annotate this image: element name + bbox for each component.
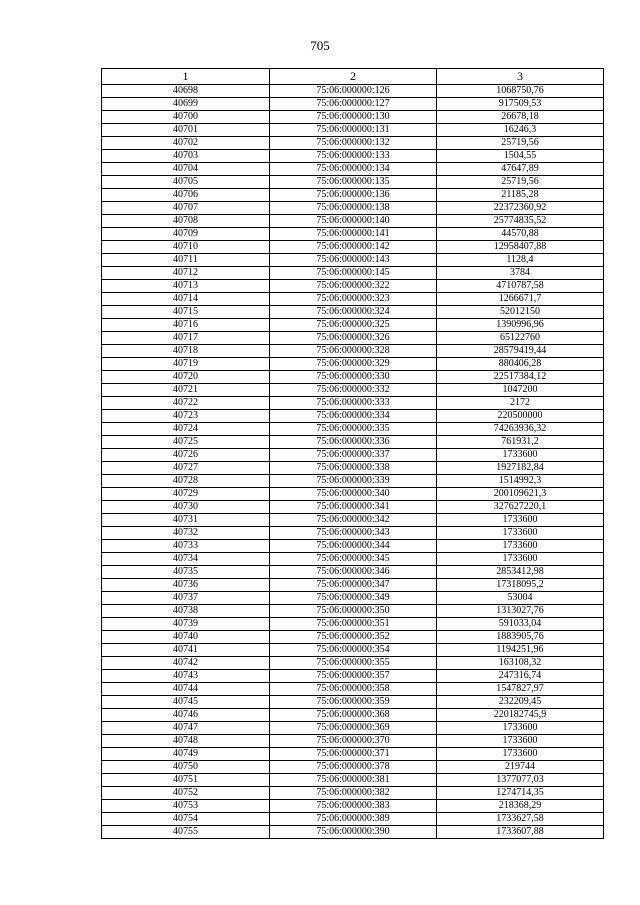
row-number-cell: 40717: [102, 332, 270, 345]
row-number-cell: 40743: [102, 670, 270, 683]
value-cell: 25719,56: [437, 137, 604, 150]
value-cell: 1377077,03: [437, 774, 604, 787]
table-row: [102, 722, 604, 735]
row-number-cell: 40736: [102, 579, 270, 592]
table-row: [102, 228, 604, 241]
cadastral-number-cell: 75:06:000000:130: [270, 111, 437, 124]
cadastral-number-cell: 75:06:000000:138: [270, 202, 437, 215]
table-row: [102, 514, 604, 527]
cadastral-number-cell: 75:06:000000:355: [270, 657, 437, 670]
row-number-cell: 40737: [102, 592, 270, 605]
row-number-cell: 40701: [102, 124, 270, 137]
table-row: [102, 501, 604, 514]
cadastral-number-cell: 75:06:000000:335: [270, 423, 437, 436]
table-row: [102, 384, 604, 397]
table-row: [102, 176, 604, 189]
table-row: [102, 241, 604, 254]
cadastral-number-cell: 75:06:000000:358: [270, 683, 437, 696]
cadastral-number-cell: 75:06:000000:333: [270, 397, 437, 410]
value-cell: 53004: [437, 592, 604, 605]
row-number-cell: 40698: [102, 85, 270, 98]
cadastral-number-cell: 75:06:000000:381: [270, 774, 437, 787]
table-row: [102, 410, 604, 423]
cadastral-number-cell: 75:06:000000:329: [270, 358, 437, 371]
value-cell: 880406,28: [437, 358, 604, 371]
row-number-cell: 40719: [102, 358, 270, 371]
row-number-cell: 40739: [102, 618, 270, 631]
value-cell: 1047200: [437, 384, 604, 397]
value-cell: 1733600: [437, 540, 604, 553]
cadastral-number-cell: 75:06:000000:340: [270, 488, 437, 501]
table-row: [102, 787, 604, 800]
value-cell: 200109621,3: [437, 488, 604, 501]
table-row: [102, 696, 604, 709]
value-cell: 2172: [437, 397, 604, 410]
value-cell: 219744: [437, 761, 604, 774]
value-cell: 220182745,9: [437, 709, 604, 722]
table-row: [102, 254, 604, 267]
cadastral-number-cell: 75:06:000000:322: [270, 280, 437, 293]
cadastral-number-cell: 75:06:000000:330: [270, 371, 437, 384]
cadastral-number-cell: 75:06:000000:349: [270, 592, 437, 605]
table-row: [102, 592, 604, 605]
value-cell: 65122760: [437, 332, 604, 345]
table-row: [102, 267, 604, 280]
cadastral-number-cell: 75:06:000000:370: [270, 735, 437, 748]
value-cell: 218368,29: [437, 800, 604, 813]
table-row: [102, 332, 604, 345]
row-number-cell: 40749: [102, 748, 270, 761]
table-row: [102, 423, 604, 436]
table-row: [102, 709, 604, 722]
row-number-cell: 40708: [102, 215, 270, 228]
value-cell: 25774835,52: [437, 215, 604, 228]
cadastral-number-cell: 75:06:000000:383: [270, 800, 437, 813]
value-cell: 47647,89: [437, 163, 604, 176]
cadastral-number-cell: 75:06:000000:332: [270, 384, 437, 397]
value-cell: 1514992,3: [437, 475, 604, 488]
value-cell: 1128,4: [437, 254, 604, 267]
cadastral-number-cell: 75:06:000000:357: [270, 670, 437, 683]
row-number-cell: 40724: [102, 423, 270, 436]
row-number-cell: 40711: [102, 254, 270, 267]
value-cell: 1733600: [437, 553, 604, 566]
row-number-cell: 40702: [102, 137, 270, 150]
row-number-cell: 40751: [102, 774, 270, 787]
table-row: [102, 527, 604, 540]
row-number-cell: 40754: [102, 813, 270, 826]
value-cell: 28579419,44: [437, 345, 604, 358]
table-row: [102, 631, 604, 644]
value-cell: 1194251,96: [437, 644, 604, 657]
table-row: [102, 774, 604, 787]
cadastral-number-cell: 75:06:000000:351: [270, 618, 437, 631]
row-number-cell: 40753: [102, 800, 270, 813]
table-row: [102, 579, 604, 592]
value-cell: 26678,18: [437, 111, 604, 124]
cadastral-number-cell: 75:06:000000:354: [270, 644, 437, 657]
value-cell: 1733600: [437, 722, 604, 735]
row-number-cell: 40703: [102, 150, 270, 163]
table-header-row: [102, 69, 604, 85]
row-number-cell: 40747: [102, 722, 270, 735]
value-cell: 1504,55: [437, 150, 604, 163]
value-cell: 12958407,88: [437, 241, 604, 254]
value-cell: 2853412,98: [437, 566, 604, 579]
cadastral-number-cell: 75:06:000000:134: [270, 163, 437, 176]
table-row: [102, 826, 604, 839]
row-number-cell: 40727: [102, 462, 270, 475]
table-row: [102, 657, 604, 670]
row-number-cell: 40707: [102, 202, 270, 215]
cadastral-number-cell: 75:06:000000:142: [270, 241, 437, 254]
cadastral-number-cell: 75:06:000000:390: [270, 826, 437, 839]
value-cell: 44570,88: [437, 228, 604, 241]
row-number-cell: 40722: [102, 397, 270, 410]
cadastral-number-cell: 75:06:000000:359: [270, 696, 437, 709]
value-cell: 1733600: [437, 514, 604, 527]
row-number-cell: 40738: [102, 605, 270, 618]
cadastral-number-cell: 75:06:000000:336: [270, 436, 437, 449]
cadastral-number-cell: 75:06:000000:369: [270, 722, 437, 735]
row-number-cell: 40713: [102, 280, 270, 293]
table-row: [102, 553, 604, 566]
table-row: [102, 618, 604, 631]
row-number-cell: 40740: [102, 631, 270, 644]
cadastral-number-cell: 75:06:000000:145: [270, 267, 437, 280]
value-cell: 1733627,58: [437, 813, 604, 826]
table-row: [102, 475, 604, 488]
value-cell: 220500000: [437, 410, 604, 423]
table-row: [102, 358, 604, 371]
table-row: [102, 124, 604, 137]
table-row: [102, 345, 604, 358]
row-number-cell: 40716: [102, 319, 270, 332]
value-cell: 247316,74: [437, 670, 604, 683]
table-row: [102, 306, 604, 319]
value-cell: 21185,28: [437, 189, 604, 202]
table-row: [102, 111, 604, 124]
row-number-cell: 40729: [102, 488, 270, 501]
cadastral-number-cell: 75:06:000000:339: [270, 475, 437, 488]
row-number-cell: 40718: [102, 345, 270, 358]
row-number-cell: 40750: [102, 761, 270, 774]
row-number-cell: 40700: [102, 111, 270, 124]
cadastral-number-cell: 75:06:000000:337: [270, 449, 437, 462]
value-cell: 3784: [437, 267, 604, 280]
column-header-3: 3: [437, 69, 604, 85]
row-number-cell: 40746: [102, 709, 270, 722]
cadastral-number-cell: 75:06:000000:328: [270, 345, 437, 358]
table-row: [102, 215, 604, 228]
value-cell: 1733600: [437, 735, 604, 748]
value-cell: 917509,53: [437, 98, 604, 111]
row-number-cell: 40730: [102, 501, 270, 514]
cadastral-number-cell: 75:06:000000:323: [270, 293, 437, 306]
value-cell: 1733600: [437, 449, 604, 462]
row-number-cell: 40731: [102, 514, 270, 527]
table-row: [102, 605, 604, 618]
cadastral-number-cell: 75:06:000000:342: [270, 514, 437, 527]
cadastral-number-cell: 75:06:000000:382: [270, 787, 437, 800]
cadastral-number-cell: 75:06:000000:378: [270, 761, 437, 774]
data-table: [101, 68, 604, 839]
row-number-cell: 40728: [102, 475, 270, 488]
value-cell: 761931,2: [437, 436, 604, 449]
table-row: [102, 449, 604, 462]
value-cell: 327627220,1: [437, 501, 604, 514]
value-cell: 1883905,76: [437, 631, 604, 644]
row-number-cell: 40742: [102, 657, 270, 670]
row-number-cell: 40752: [102, 787, 270, 800]
value-cell: 74263936,32: [437, 423, 604, 436]
table-row: [102, 462, 604, 475]
table-row: [102, 566, 604, 579]
value-cell: 1733607,88: [437, 826, 604, 839]
value-cell: 4710787,58: [437, 280, 604, 293]
row-number-cell: 40714: [102, 293, 270, 306]
cadastral-number-cell: 75:06:000000:371: [270, 748, 437, 761]
value-cell: 22517384,12: [437, 371, 604, 384]
cadastral-number-cell: 75:06:000000:132: [270, 137, 437, 150]
table-row: [102, 319, 604, 332]
table-row: [102, 488, 604, 501]
cadastral-number-cell: 75:06:000000:126: [270, 85, 437, 98]
table-row: [102, 150, 604, 163]
row-number-cell: 40720: [102, 371, 270, 384]
table-body: [102, 85, 604, 839]
table-row: [102, 202, 604, 215]
table-row: [102, 748, 604, 761]
row-number-cell: 40745: [102, 696, 270, 709]
column-header-2: 2: [270, 69, 437, 85]
table-row: [102, 800, 604, 813]
value-cell: 163108,32: [437, 657, 604, 670]
value-cell: 17318095,2: [437, 579, 604, 592]
page-number: 705: [310, 38, 330, 53]
row-number-cell: 40699: [102, 98, 270, 111]
row-number-cell: 40732: [102, 527, 270, 540]
value-cell: 1733600: [437, 527, 604, 540]
value-cell: 16246,3: [437, 124, 604, 137]
column-header-1: 1: [102, 69, 270, 85]
cadastral-number-cell: 75:06:000000:343: [270, 527, 437, 540]
value-cell: 22372360,92: [437, 202, 604, 215]
value-cell: 591033,04: [437, 618, 604, 631]
cadastral-number-cell: 75:06:000000:344: [270, 540, 437, 553]
cadastral-number-cell: 75:06:000000:352: [270, 631, 437, 644]
row-number-cell: 40748: [102, 735, 270, 748]
row-number-cell: 40741: [102, 644, 270, 657]
value-cell: 25719,56: [437, 176, 604, 189]
row-number-cell: 40710: [102, 241, 270, 254]
row-number-cell: 40725: [102, 436, 270, 449]
table-row: [102, 137, 604, 150]
row-number-cell: 40712: [102, 267, 270, 280]
table-row: [102, 644, 604, 657]
table-row: [102, 98, 604, 111]
cadastral-number-cell: 75:06:000000:326: [270, 332, 437, 345]
table-row: [102, 540, 604, 553]
cadastral-number-cell: 75:06:000000:133: [270, 150, 437, 163]
cadastral-number-cell: 75:06:000000:135: [270, 176, 437, 189]
value-cell: 1068750,76: [437, 85, 604, 98]
value-cell: 1274714,35: [437, 787, 604, 800]
table-row: [102, 397, 604, 410]
cadastral-number-cell: 75:06:000000:347: [270, 579, 437, 592]
value-cell: 1390996,96: [437, 319, 604, 332]
cadastral-number-cell: 75:06:000000:368: [270, 709, 437, 722]
table-row: [102, 163, 604, 176]
value-cell: 1547827,97: [437, 683, 604, 696]
cadastral-number-cell: 75:06:000000:324: [270, 306, 437, 319]
row-number-cell: 40723: [102, 410, 270, 423]
value-cell: 1927182,84: [437, 462, 604, 475]
row-number-cell: 40755: [102, 826, 270, 839]
value-cell: 232209,45: [437, 696, 604, 709]
value-cell: 52012150: [437, 306, 604, 319]
row-number-cell: 40704: [102, 163, 270, 176]
cadastral-number-cell: 75:06:000000:350: [270, 605, 437, 618]
table-row: [102, 85, 604, 98]
cadastral-number-cell: 75:06:000000:389: [270, 813, 437, 826]
cadastral-number-cell: 75:06:000000:325: [270, 319, 437, 332]
cadastral-number-cell: 75:06:000000:143: [270, 254, 437, 267]
cadastral-number-cell: 75:06:000000:141: [270, 228, 437, 241]
value-cell: 1266671,7: [437, 293, 604, 306]
row-number-cell: 40706: [102, 189, 270, 202]
row-number-cell: 40715: [102, 306, 270, 319]
table-row: [102, 436, 604, 449]
row-number-cell: 40744: [102, 683, 270, 696]
table-row: [102, 293, 604, 306]
row-number-cell: 40733: [102, 540, 270, 553]
value-cell: 1733600: [437, 748, 604, 761]
row-number-cell: 40735: [102, 566, 270, 579]
table-row: [102, 670, 604, 683]
cadastral-number-cell: 75:06:000000:345: [270, 553, 437, 566]
row-number-cell: 40721: [102, 384, 270, 397]
cadastral-number-cell: 75:06:000000:127: [270, 98, 437, 111]
table-row: [102, 371, 604, 384]
table-row: [102, 761, 604, 774]
cadastral-number-cell: 75:06:000000:346: [270, 566, 437, 579]
row-number-cell: 40726: [102, 449, 270, 462]
cadastral-number-cell: 75:06:000000:338: [270, 462, 437, 475]
cadastral-number-cell: 75:06:000000:341: [270, 501, 437, 514]
cadastral-number-cell: 75:06:000000:136: [270, 189, 437, 202]
row-number-cell: 40734: [102, 553, 270, 566]
row-number-cell: 40705: [102, 176, 270, 189]
cadastral-number-cell: 75:06:000000:131: [270, 124, 437, 137]
value-cell: 1313027,76: [437, 605, 604, 618]
table-row: [102, 813, 604, 826]
table-row: [102, 735, 604, 748]
cadastral-number-cell: 75:06:000000:334: [270, 410, 437, 423]
table-row: [102, 683, 604, 696]
table-row: [102, 280, 604, 293]
table-row: [102, 189, 604, 202]
cadastral-number-cell: 75:06:000000:140: [270, 215, 437, 228]
row-number-cell: 40709: [102, 228, 270, 241]
